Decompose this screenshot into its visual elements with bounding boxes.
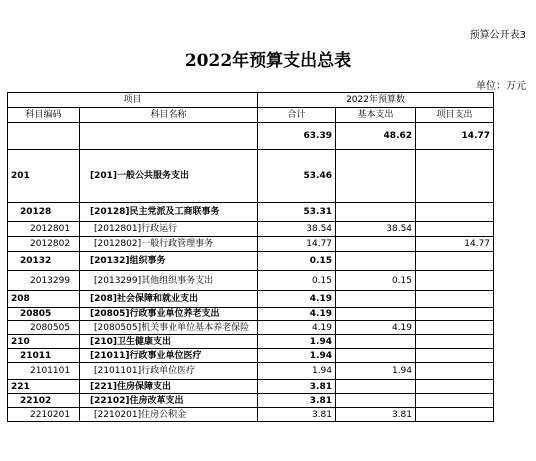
row-project: 14.77	[416, 237, 494, 252]
row-code: 2101101	[8, 363, 80, 380]
header-budget: 2022年预算数	[258, 93, 494, 108]
row-name: [221]住房保障支出	[80, 380, 258, 394]
row-project	[416, 380, 494, 394]
totals-total: 63.39	[258, 123, 336, 150]
header-total: 合计	[258, 108, 336, 123]
row-project	[416, 349, 494, 363]
row-basic	[336, 308, 416, 321]
row-project	[416, 321, 494, 335]
row-name: [21011]行政事业单位医疗	[80, 349, 258, 363]
row-basic	[336, 349, 416, 363]
row-basic: 4.19	[336, 321, 416, 335]
table-row	[8, 408, 494, 422]
row-project	[416, 291, 494, 308]
totals-project: 14.77	[416, 123, 494, 150]
table-row	[8, 363, 494, 380]
table-row	[8, 394, 494, 408]
page-title: 2022年预算支出总表	[184, 51, 352, 71]
totals-name	[80, 123, 258, 150]
row-code: 2080505	[8, 321, 80, 335]
row-code: 2012801	[8, 222, 80, 237]
row-total: 3.81	[258, 380, 336, 394]
table-row	[8, 349, 494, 363]
header-row-2	[8, 108, 494, 123]
row-project	[416, 271, 494, 291]
row-total: 53.31	[258, 203, 336, 222]
row-basic	[336, 237, 416, 252]
budget-table	[7, 92, 494, 422]
row-name: [2013299]其他组织事务支出	[80, 271, 258, 291]
row-name: [22102]住房改革支出	[80, 394, 258, 408]
row-code: 2210201	[8, 408, 80, 422]
row-total: 1.94	[258, 349, 336, 363]
row-code: 2013299	[8, 271, 80, 291]
row-code: 20805	[8, 308, 80, 321]
header-code: 科目编码	[8, 108, 80, 123]
row-basic	[336, 291, 416, 308]
row-name: [20805]行政事业单位养老支出	[80, 308, 258, 321]
row-total: 4.19	[258, 308, 336, 321]
table-row	[8, 380, 494, 394]
form-number: 预算公开表3	[469, 30, 526, 41]
row-total: 0.15	[258, 271, 336, 291]
row-code: 221	[8, 380, 80, 394]
table-row	[8, 321, 494, 335]
table-row	[8, 237, 494, 252]
row-name: [2080505]机关事业单位基本养老保险	[80, 321, 258, 335]
unit-label: 单位：万元	[476, 81, 526, 92]
row-name: [20128]民主党派及工商联事务	[80, 203, 258, 222]
row-total: 4.19	[258, 321, 336, 335]
row-name: [2012801]行政运行	[80, 222, 258, 237]
row-basic	[336, 203, 416, 222]
row-basic: 1.94	[336, 363, 416, 380]
row-total: 3.81	[258, 408, 336, 422]
row-basic	[336, 335, 416, 349]
row-basic	[336, 150, 416, 203]
row-name: [201]一般公共服务支出	[80, 150, 258, 203]
row-name: [20132]组织事务	[80, 252, 258, 271]
row-total: 38.54	[258, 222, 336, 237]
row-code: 2012802	[8, 237, 80, 252]
header-basic: 基本支出	[336, 108, 416, 123]
table-row	[8, 335, 494, 349]
row-project	[416, 335, 494, 349]
row-basic	[336, 394, 416, 408]
row-name: [2210201]住房公积金	[80, 408, 258, 422]
row-project	[416, 150, 494, 203]
row-code: 21011	[8, 349, 80, 363]
header-row-1	[8, 93, 494, 108]
table-row	[8, 291, 494, 308]
row-total: 53.46	[258, 150, 336, 203]
row-basic	[336, 380, 416, 394]
row-total: 4.19	[258, 291, 336, 308]
row-basic: 3.81	[336, 408, 416, 422]
row-project	[416, 308, 494, 321]
row-project	[416, 363, 494, 380]
table-row	[8, 308, 494, 321]
row-total: 1.94	[258, 335, 336, 349]
row-code: 20128	[8, 203, 80, 222]
row-name: [2101101]行政单位医疗	[80, 363, 258, 380]
row-code: 201	[8, 150, 80, 203]
row-project	[416, 252, 494, 271]
row-name: [208]社会保障和就业支出	[80, 291, 258, 308]
row-code: 208	[8, 291, 80, 308]
header-name: 科目名称	[80, 108, 258, 123]
row-project	[416, 203, 494, 222]
row-total: 0.15	[258, 252, 336, 271]
table-row	[8, 203, 494, 222]
row-project	[416, 408, 494, 422]
row-basic: 38.54	[336, 222, 416, 237]
row-code: 22102	[8, 394, 80, 408]
row-basic	[336, 252, 416, 271]
header-project: 项目支出	[416, 108, 494, 123]
row-project	[416, 222, 494, 237]
table-row	[8, 222, 494, 237]
totals-row	[8, 123, 494, 150]
row-total: 14.77	[258, 237, 336, 252]
row-total: 3.81	[258, 394, 336, 408]
table-row	[8, 150, 494, 203]
table-row	[8, 252, 494, 271]
row-basic: 0.15	[336, 271, 416, 291]
table-row	[8, 271, 494, 291]
totals-code	[8, 123, 80, 150]
row-code: 210	[8, 335, 80, 349]
row-total: 1.94	[258, 363, 336, 380]
row-name: [2012802]一般行政管理事务	[80, 237, 258, 252]
totals-basic: 48.62	[336, 123, 416, 150]
row-project	[416, 394, 494, 408]
row-name: [210]卫生健康支出	[80, 335, 258, 349]
header-item: 项目	[8, 93, 258, 108]
row-code: 20132	[8, 252, 80, 271]
